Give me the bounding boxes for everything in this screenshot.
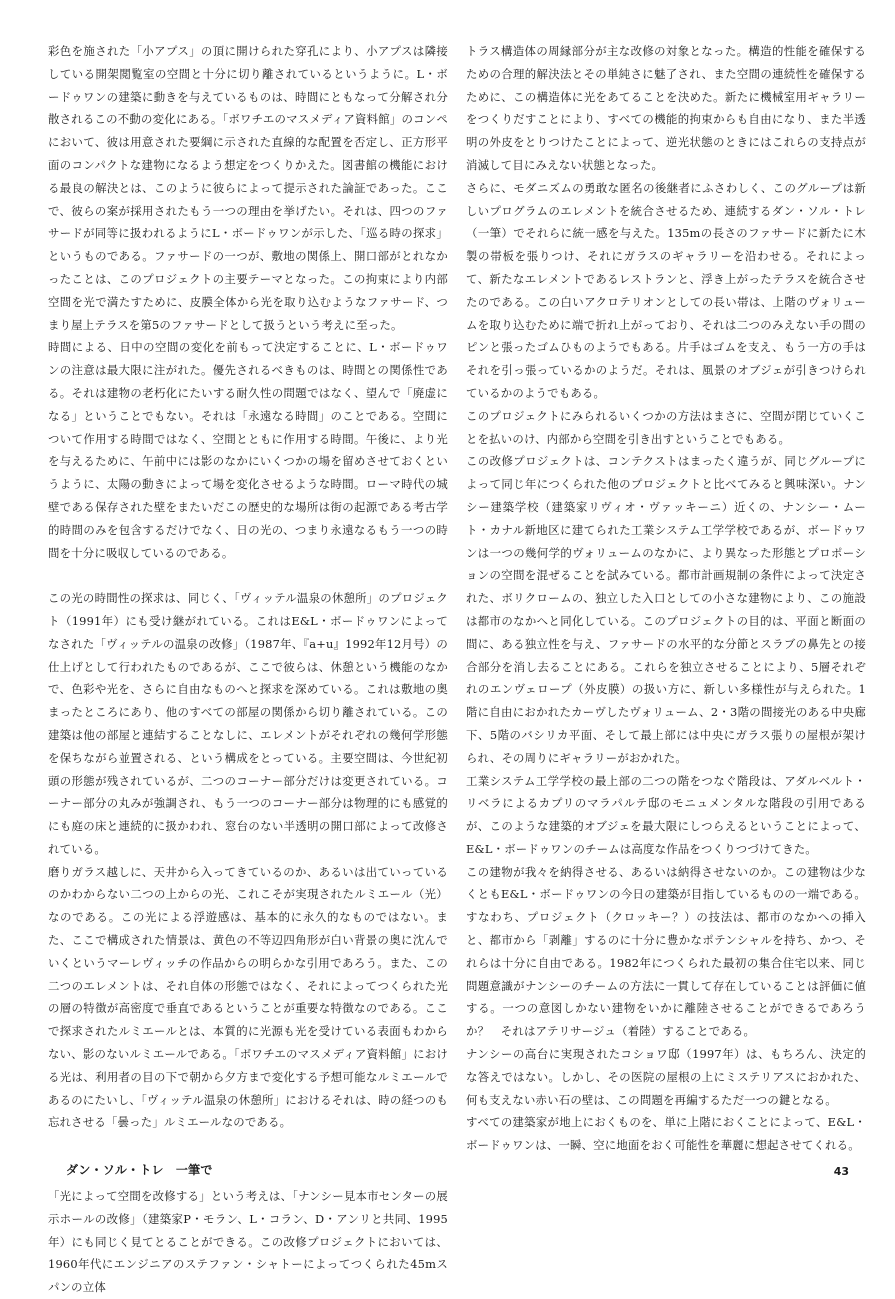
paragraph: この改修プロジェクトは、コンテクストはまったく違うが、同じグループによって同じ年につくられた他のプロジェクトと比べてみると興味深い。ナンシー建築学校（建築家リヴィオ・ヴァッキーニ）近くの、ナンシー・ムート・カナル新地区に建てられた工業システム工学学校であるが、ボードゥワンは一つの幾何学的ヴォリュームのなかに、より異なった形態とプロポーションの空間を混ぜることを試みている。都市計画規制の条件によって決定された、ボリクロームの、独立した入口としての小さな建物により、この施設は都市のなかへと同化している。このプロジェクトの目的は、平面と断面の間に、ある独立性を与え、ファサードの水平的な分節とスラブの鼻先との接合部分を消し去ることにある。これらを独立させることにより、5層それぞれのエンヴェロープ（外皮膜）の扱い方に、新しい多様性が与えられた。1階に自由におかれたカーヴしたヴォリューム、2・3階の間接光のある中央廊下、5階のバシリカ平面、そして最上部には中央にガラス張りの屋根が架けられ、その周りにギャラリーがおかれた。 [466,454,866,765]
paragraph: このプロジェクトにみられるいくつかの方法はまさに、空間が閉じていくことを払いのけ、内部から空間を引き出すということでもある。 [466,408,866,446]
paragraph: 時間による、日中の空間の変化を前もって決定することに、L・ボードゥワンの注意は最大限に注がれた。優先されるべきものは、時間との関係性である。それは建物の老朽化にたいする耐久性の問題ではなく、望んで「廃虚になる」ということでもない。それは「永遠なる時間」のことである。空間について作用する時間ではなく、空間とともに作用する時間。午後に、より光を与えるために、午前中には影のなかにいくつかの場を留めさせておくというように、太陽の動きによって場を変化させるような時間。ローマ時代の城壁である保存された壁をまたいだこの歴史的な場所は街の起源である考古学的時間のみを包含するだけでなく、日の光の、つまり永遠なるもう一つの時間を十分に吸収しているのである。 [48,340,448,560]
paragraph: 彩色を施された「小アプス」の頂に開けられた穿孔により、小アプスは隣接している開架閲覧室の空間と十分に切り離されているというように。L・ボードゥワンの建築に動きを与えているものは、時間にともなって分解され分散されるこの不動の変化にある。「ボワチエのマスメディア資料館」のコンペにおいて、彼は用意された要綱に示された直線的な配置を否定し、正方形平面のコンパクトな建物になるよう想定をつくりかえた。図書館の機能における最良の解決とは、このように彼らによって提示された論証であった。ここで、彼らの案が採用されたもう一つの理由を挙げたい。それは、四つのファサードが同等に扱われるようにL・ボードゥワンが示した、「巡る時の探求」というものである。ファサードの一つが、敷地の関係上、開口部がとれなかったことは、このプロジェクトの主要テーマとなった。この拘束により内部空間を光で満たすために、皮膜全体から光を取り込むようなファサード、つまり屋上テラスを第5のファサードとして扱うという考えに至った。 [48,44,448,332]
paragraph: トラス構造体の周縁部分が主な改修の対象となった。構造的性能を確保するための合理的解決法とその単純さに魅了され、また空間の連続性を確保するために、この構造体に光をあてることを決めた。新たに機械室用ギャラリーをつくりだすことにより、すべての機能的拘束からも自由になり、また半透明の外皮をとりつけたことによって、逆光状態のときにはこれらの支持点が消滅して目にみえない状態となった。 [466,44,866,172]
left-column [48,40,448,1299]
paragraph: 工業システム工学学校の最上部の二つの階をつなぐ階段は、アダルベルト・リベラによるカプリのマラパルテ邸のモニュメンタルな階段の引用であるが、このような建築的オブジェを最大限にしつらえるということによって、E&L・ボードゥワンのチームは高度な作品をつくりつづけてきた。 [466,773,866,856]
section-heading: ダン・ソル・トレ 一筆で [66,1163,213,1178]
right-column [466,40,866,1157]
paragraph: この建物が我々を納得させる、あるいは納得させないのか。この建物は少なくともE&L・ボードゥワンの今日の建築が目指しているものの一端である。すなわち、プロジェクト（クロッキー？）の技法は、都市のなかへの挿入と、都市から「剥離」するのに十分に豊かなポテンシャルを持ち、かつ、それらは十分に自由である。1982年につくられた最初の集合住宅以来、同じ問題意識がナンシーのチームの方法に一貫して存在していることは評価に値する。一つの意図しかない建物をいかに離陸させることができるであろうか？ それはアテリサージュ（着陸）することである。 [466,864,866,1039]
paragraph: この光の時間性の探求は、同じく、「ヴィッテル温泉の休憩所」のプロジェクト（1991年）にも受け継がれている。これはE&L・ボードゥワンによってなされた「ヴィッテルの温泉の改修」（1987年、『a+u』1992年12月号）の仕上げとして行われたものであるが、ここで彼らは、休憩という機能のなかで、色彩や光を、さらに自由なものへと探求を深めている。これは敷地の奥まったところにあり、他のすべての部屋の関係から切り離されている。この建築は他の部屋と連結することなしに、エレメントがそれぞれの幾何学形態を保ちながら並置される、という構成をとっている。主要空間は、今世紀初頭の形態が残されているが、二つのコーナー部分だけは変更されている。コーナー部分の丸みが強調され、もう一つのコーナー部分は物理的にも感覚的にも庭の床と連続的に扱かわれ、窓台のない半透明の開口部によって改修されている。 [48,591,448,856]
paragraph: さらに、モダニズムの勇敢な匿名の後継者にふさわしく、このグループは新しいプログラムのエレメントを統合させるため、連続するダン・ソル・トレ（一筆）でそれらに統一感を与えた。135mの長さのファサードに新たに木製の帯板を張りつけ、それにガラスのギャラリーを沿わせる。それによって、新たなエレメントであるレストランと、浮き上がったテラスを統合させたのである。この白いアクロテリオンとしての長い帯は、上階のヴォリュームを取り込むために端で折れ上がっており、それは二つのみえない手の間のピンと張ったゴムひものようでもある。片手はゴムを支え、もう一方の手はそれを引っ張っているかのようだ。それは、風景のオブジェが引きつけられているかのようでもある。 [466,180,866,400]
page-number: 43 [833,1165,849,1178]
paragraph: ナンシーの高台に実現されたコショワ邸（1997年）は、もちろん、決定的な答えではない。しかし、その医院の屋根の上にミステリアスにおかれた、何も支えない赤い石の壁は、この問題を再編するただ一つの鍵となる。 [466,1047,866,1107]
paragraph: すべての建築家が地上におくものを、単に上階におくことによって、E&L・ボードゥワンは、一瞬、空に地面をおく可能性を華麗に想起させてくれる。 [466,1115,866,1153]
paragraph: 「光によって空間を改修する」という考えは、「ナンシー見本市センターの展示ホールの改修」（建築家P・モラン、L・コラン、D・アンリと共同、1995年）にも同じく見てとることができる。この改修プロジェクトにおいては、1960年代にエンジニアのステファン・シャトーによってつくられた45mスパンの立体 [48,1189,448,1295]
paragraph: 磨りガラス越しに、天井から入ってきているのか、あるいは出ていっているのかわからない二つの上からの光、これこそが実現されたルミエール（光）なのである。この光による浮遊感は、基本的に永久的なものではない。また、ここで構成された情景は、黄色の不等辺四角形が白い背景の奥に沈んでいくというマーレヴィッチの作品からの明らかな引用であろう。また、この二つのエレメントは、それ自体の形態ではなく、それによってつくられた光の層の特徴が高密度で垂直であるということが重要な特徴なのである。ここで探求されたルミエールとは、本質的に光源も光を受けている表面もわからない、影のないルミエールである。「ボワチエのマスメディア資料館」における光は、利用者の目の下で朝から夕方まで変化する予想可能なルミエールであるのにたいし、「ヴィッテル温泉の休憩所」におけるそれは、時の経つのも忘れさせる「曇った」ルミエールなのである。 [48,864,448,1130]
